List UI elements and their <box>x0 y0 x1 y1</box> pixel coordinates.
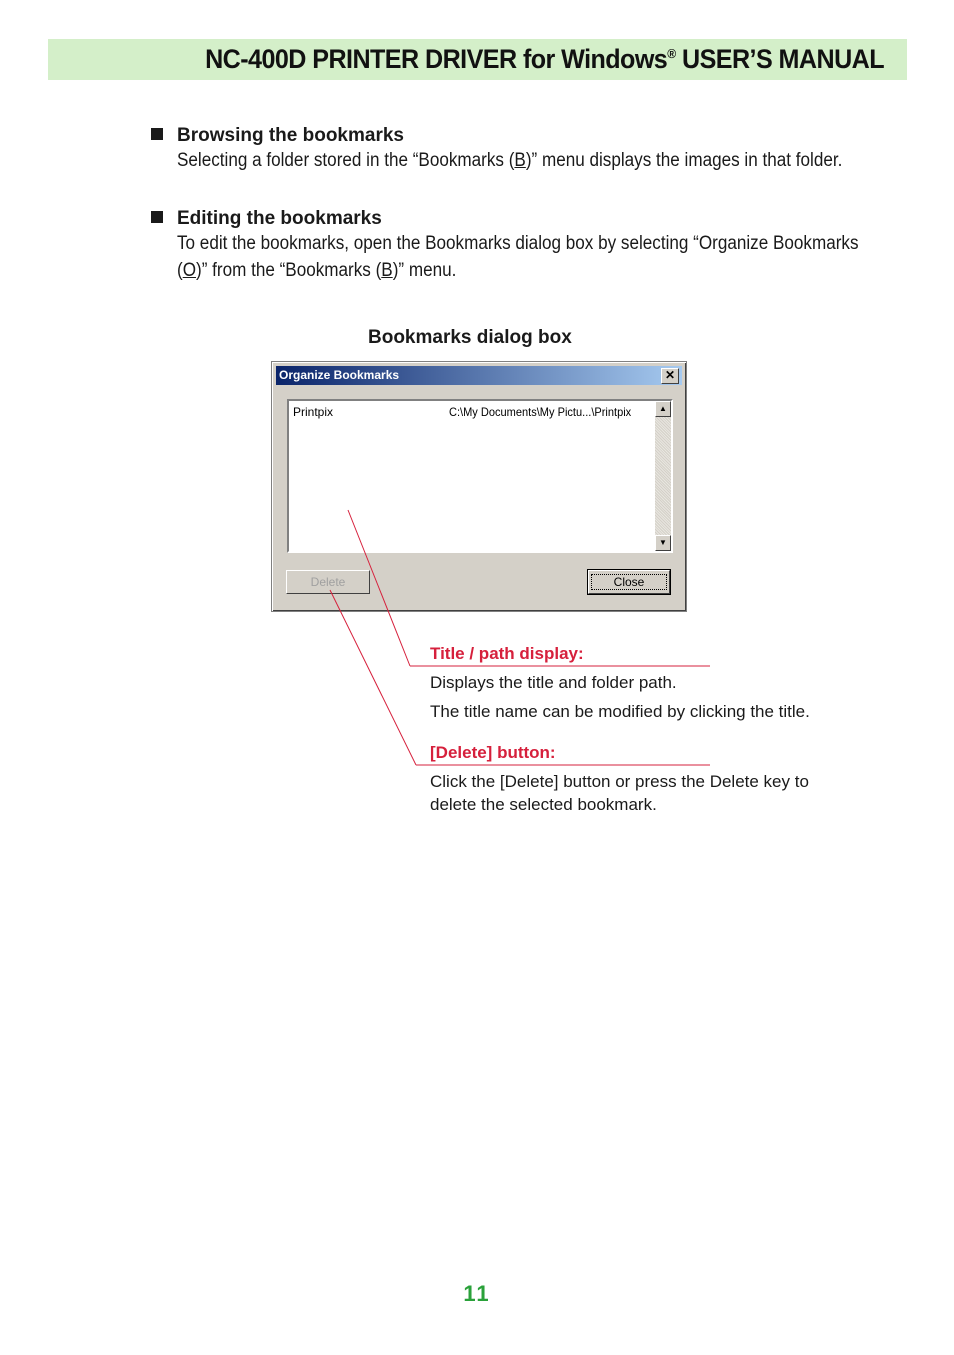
callout-delete-text: Click the [Delete] button or press the Delete key to <box>430 772 809 791</box>
dialog-title: Organize Bookmarks <box>279 368 400 382</box>
callout-delete-text: delete the selected bookmark. <box>430 795 657 814</box>
callout-delete-heading: [Delete] button: <box>430 743 556 762</box>
scroll-down-icon[interactable]: ▼ <box>655 535 671 551</box>
bookmark-title[interactable]: Printpix <box>293 405 334 419</box>
delete-button[interactable]: Delete <box>286 570 370 594</box>
bookmark-path: C:\My Documents\My Pictu...\Printpix <box>449 405 632 419</box>
figure-caption: Bookmarks dialog box <box>368 327 572 348</box>
close-button-label: Close <box>591 574 668 590</box>
section-heading: Editing the bookmarks <box>177 208 382 229</box>
section-body: To edit the bookmarks, open the Bookmarks dialog box by selecting “Organize Bookmarks (O)” from the “Bookmarks (B)” menu. <box>177 233 859 281</box>
close-icon[interactable]: ✕ <box>661 368 679 384</box>
callout-title-path-heading: Title / path display: <box>430 644 584 663</box>
callout-title-path-text: Displays the title and folder path. <box>430 673 677 692</box>
section-heading: Browsing the bookmarks <box>177 125 404 146</box>
scroll-up-icon[interactable]: ▲ <box>655 401 671 417</box>
callout-title-path-text: The title name can be modified by clicking the title. <box>430 702 810 721</box>
page-number: 11 <box>463 1281 491 1306</box>
manual-title: NC-400D PRINTER DRIVER for Windows® USER’S MANUAL <box>205 44 884 74</box>
section-body: Selecting a folder stored in the “Bookmarks (B)” menu displays the images in that folder. <box>177 150 843 171</box>
